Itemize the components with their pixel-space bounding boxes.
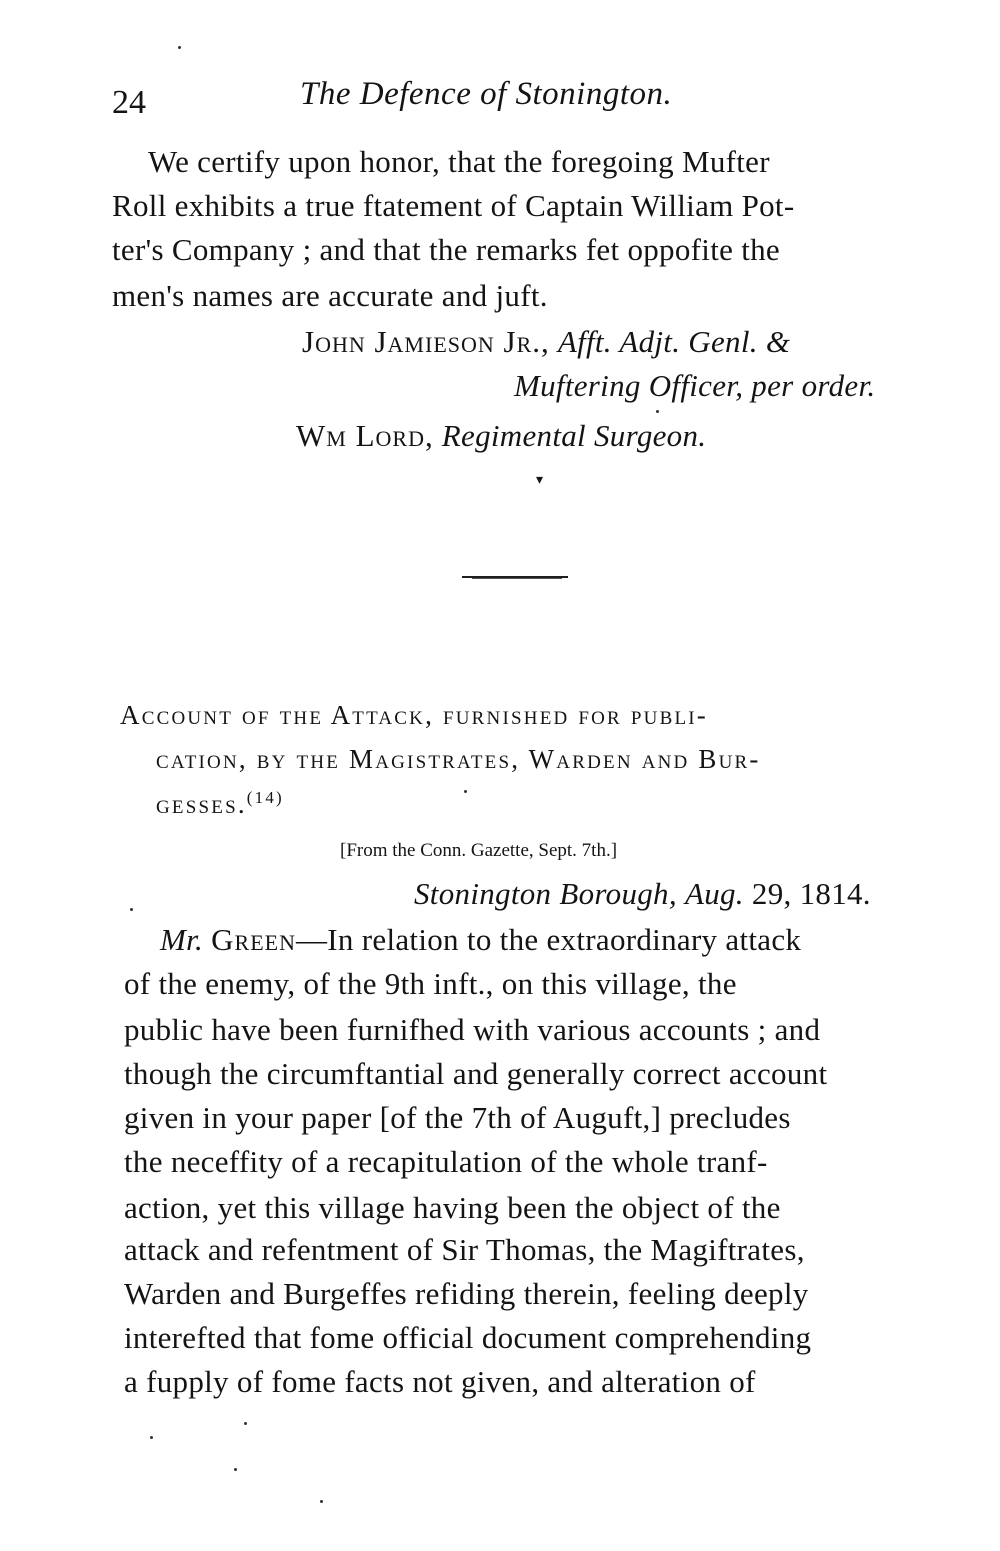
salutation-name: Green bbox=[211, 922, 296, 957]
letter-line-5: given in your paper [of the 7th of Auguft,] precludes bbox=[124, 1100, 791, 1135]
section-divider bbox=[462, 576, 568, 578]
paper-speck bbox=[464, 790, 467, 793]
paper-speck bbox=[178, 46, 181, 49]
dateline-place: Stonington Borough, bbox=[414, 876, 677, 911]
page-number: 24 bbox=[112, 84, 146, 121]
paper-speck bbox=[150, 1436, 153, 1439]
account-heading-line-3 bbox=[156, 788, 284, 820]
certification-line-2: Roll exhibits a true ftatement of Captain William Pot- bbox=[112, 188, 795, 223]
dateline bbox=[414, 878, 871, 909]
paper-speck bbox=[130, 908, 133, 911]
letter-line-7: action, yet this village having been the object of the bbox=[124, 1190, 781, 1225]
footnote-reference: (14) bbox=[246, 788, 284, 807]
letter-line-10: interefted that fome official document comprehending bbox=[124, 1320, 812, 1355]
account-heading-line-1: Account of the Attack, furnished for publi- bbox=[120, 700, 708, 730]
source-citation: [From the Conn. Gazette, Sept. 7th.] bbox=[340, 840, 618, 861]
paper-speck bbox=[320, 1500, 323, 1503]
letter-line-3: public have been furnifhed with various accounts ; and bbox=[124, 1012, 821, 1047]
letter-first-line-text: —In relation to the extraordinary attack bbox=[296, 922, 802, 957]
running-title: The Defence of Stonington. bbox=[300, 76, 673, 112]
letter-line-9: Warden and Burgeffes refiding therein, feeling deeply bbox=[124, 1276, 809, 1311]
paper-speck bbox=[656, 410, 659, 413]
paper-speck bbox=[244, 1422, 247, 1425]
certification-line-3: ter's Company ; and that the remarks fet oppofite the bbox=[112, 232, 780, 267]
signer-2-title: Regimental Surgeon. bbox=[441, 418, 707, 453]
certification-line-1: We certify upon honor, that the foregoing Mufter bbox=[148, 144, 770, 179]
letter-line-6: the neceffity of a recapitulation of the whole tranf- bbox=[124, 1144, 768, 1179]
account-heading-end: gesses. bbox=[156, 789, 247, 819]
salutation-title: Mr. bbox=[160, 922, 204, 957]
certification-line-4: men's names are accurate and juft. bbox=[112, 278, 548, 313]
letter-line-11: a fupply of fome facts not given, and alteration of bbox=[124, 1364, 756, 1399]
signer-2-name: Wm Lord, bbox=[296, 418, 434, 453]
dateline-month: Aug. bbox=[684, 876, 744, 911]
signer-1 bbox=[302, 326, 790, 357]
signer-2 bbox=[296, 420, 706, 451]
ornament-mark: ▾ bbox=[536, 473, 544, 488]
account-heading-line-2: cation, by the Magistrates, Warden and Bur- bbox=[156, 744, 761, 774]
letter-line-4: though the circumftantial and generally correct account bbox=[124, 1056, 828, 1091]
dateline-date: 29, 1814. bbox=[751, 876, 871, 911]
signer-1-title-b: Muftering Officer, per order. bbox=[514, 368, 876, 403]
letter-first-line bbox=[160, 924, 801, 955]
letter-line-8: attack and refentment of Sir Thomas, the Magiftrates, bbox=[124, 1232, 805, 1267]
letter-line-2: of the enemy, of the 9th inft., on this village, the bbox=[124, 966, 737, 1001]
signer-1-name: John Jamieson Jr., bbox=[302, 324, 550, 359]
signer-1-title-a: Afft. Adjt. Genl. & bbox=[557, 324, 791, 359]
paper-speck bbox=[234, 1468, 237, 1471]
